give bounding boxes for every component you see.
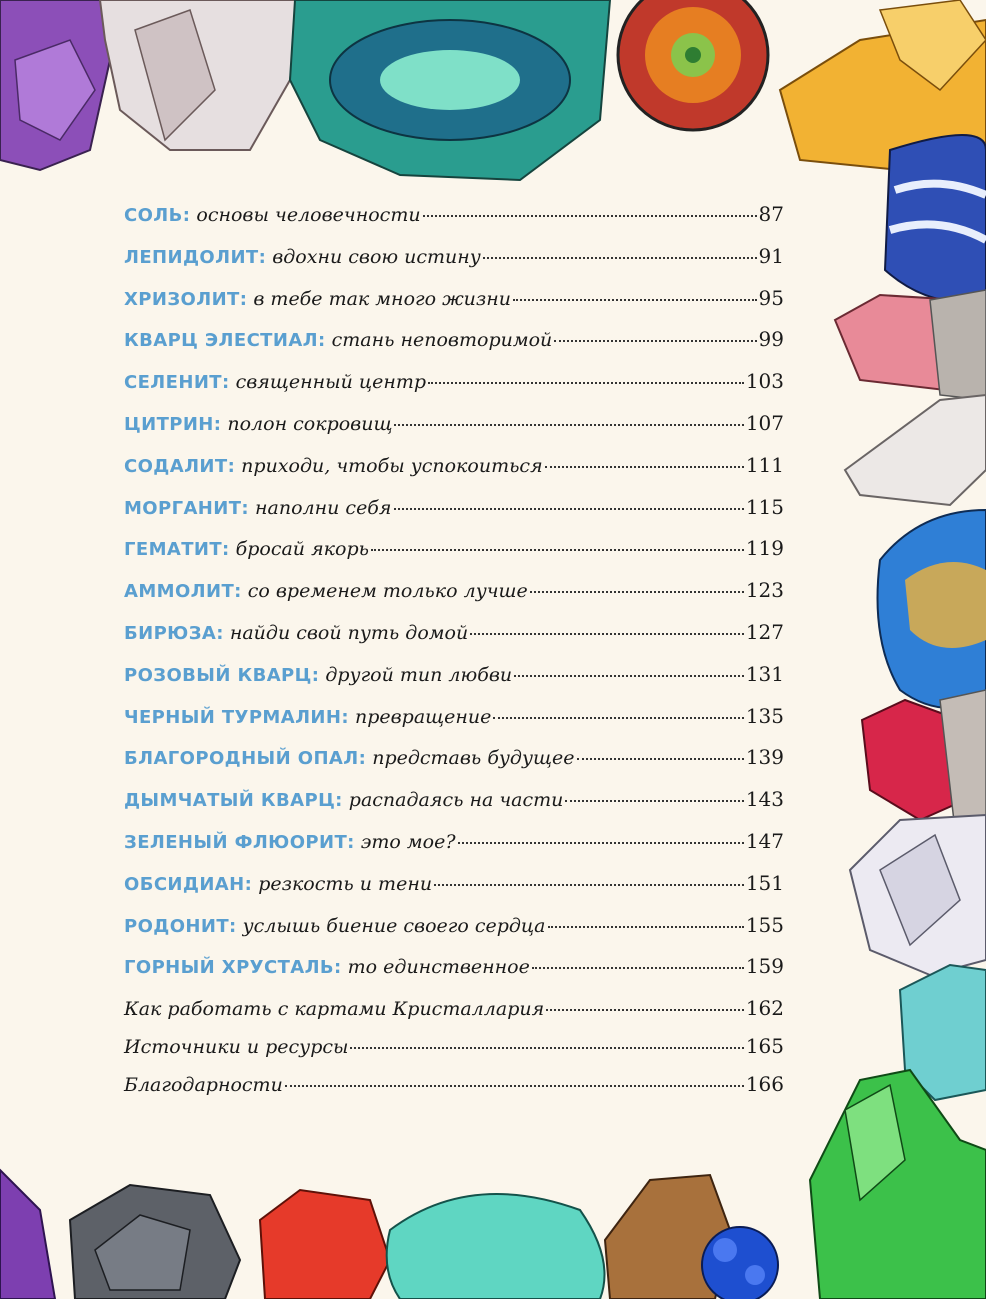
dot-leader [285, 1085, 744, 1087]
toc-entry[interactable] [124, 286, 784, 328]
entry-subtitle: найди свой путь домой [229, 621, 469, 644]
crystal-name: ДЫМЧАТЫЙ КВАРЦ: [124, 790, 343, 812]
page-number: 91 [758, 243, 784, 268]
toc-entry[interactable] [124, 662, 784, 704]
page-number: 95 [758, 285, 784, 310]
toc-entry[interactable] [124, 202, 784, 244]
crystal-name: СЕЛЕНИТ: [124, 372, 230, 394]
toc-entry[interactable] [124, 536, 784, 578]
entry-subtitle: резкость и тени [258, 872, 433, 895]
dot-leader [577, 758, 744, 760]
toc-extra-entry[interactable] [124, 1072, 784, 1110]
toc-entry[interactable] [124, 369, 784, 411]
entry-subtitle: со временем только лучше [247, 580, 528, 603]
toc-entry[interactable] [124, 244, 784, 286]
dot-leader [423, 215, 757, 217]
crystal-name: ЧЕРНЫЙ ТУРМАЛИН: [124, 706, 349, 728]
crystal-name: БЛАГОРОДНЫЙ ОПАЛ: [124, 748, 367, 770]
toc-entry[interactable] [124, 913, 784, 955]
extra-title: Благодарности [124, 1074, 283, 1097]
page-number: 99 [758, 327, 784, 352]
sodalite-crystals-small [702, 1227, 778, 1299]
toc-entry[interactable] [124, 871, 784, 913]
entry-subtitle: основы человечности [196, 204, 421, 226]
crystal-name: ГОРНЫЙ ХРУСТАЛЬ: [124, 957, 342, 979]
dot-leader [458, 842, 744, 844]
page-number: 135 [745, 703, 784, 728]
crystal-name: РОЗОВЫЙ КВАРЦ: [124, 664, 320, 686]
turquoise-stone [387, 1194, 605, 1299]
toc-entry[interactable] [124, 327, 784, 369]
green-fluorite-crystals [810, 1070, 986, 1299]
dot-leader [350, 1047, 743, 1049]
red-jasper-stone [260, 1190, 390, 1299]
page-number: 147 [745, 828, 784, 853]
dot-leader [493, 717, 743, 719]
crystal-name: ЛЕПИДОЛИТ: [124, 246, 267, 268]
table-of-contents [124, 202, 784, 1110]
page-number: 119 [745, 536, 784, 561]
dot-leader [545, 466, 744, 468]
dot-leader [514, 675, 744, 677]
page-number: 111 [745, 452, 784, 477]
dot-leader [434, 884, 744, 886]
dot-leader [554, 340, 756, 342]
page-number: 87 [758, 202, 784, 226]
dot-leader [394, 508, 744, 510]
crystal-name: ХРИЗОЛИТ: [124, 288, 248, 310]
toc-entry[interactable] [124, 829, 784, 871]
entry-subtitle: священный центр [235, 371, 427, 394]
entry-subtitle: полон сокровищ [227, 412, 393, 435]
entry-subtitle: распадаясь на части [348, 789, 564, 812]
toc-extra-entry[interactable] [124, 1034, 784, 1072]
page-number: 155 [745, 912, 784, 937]
page-number: 165 [745, 1034, 784, 1059]
dot-leader [530, 591, 744, 593]
toc-entry[interactable] [124, 704, 784, 746]
page-number: 159 [745, 954, 784, 979]
page-number: 151 [745, 870, 784, 895]
entry-subtitle: стань неповторимой [331, 329, 553, 352]
page-number: 123 [745, 578, 784, 603]
dot-leader [483, 257, 757, 259]
entry-subtitle: услышь биение своего сердца [242, 914, 546, 937]
crystal-name: СОЛЬ: [124, 205, 191, 226]
dot-leader [546, 1009, 744, 1011]
entry-subtitle: наполни себя [255, 496, 392, 519]
page-number: 127 [745, 619, 784, 644]
crystal-name: ЦИТРИН: [124, 413, 222, 435]
toc-entry[interactable] [124, 787, 784, 829]
entry-subtitle: бросай якорь [235, 538, 369, 561]
crystal-name: СОДАЛИТ: [124, 455, 236, 477]
toc-extra-entry[interactable] [124, 996, 784, 1034]
dot-leader [565, 800, 743, 802]
page-number: 131 [745, 661, 784, 686]
page-number: 166 [745, 1072, 784, 1097]
page-number: 103 [745, 369, 784, 394]
crystal-name: ЗЕЛЕНЫЙ ФЛЮОРИТ: [124, 831, 355, 853]
amethyst-crystal [0, 1170, 55, 1299]
dot-leader [428, 382, 744, 384]
toc-entry[interactable] [124, 411, 784, 453]
entry-subtitle: другой тип любви [325, 663, 513, 686]
toc-entry[interactable] [124, 954, 784, 996]
dot-leader [371, 549, 744, 551]
extra-title: Как работать с картами Кристаллария [124, 998, 545, 1021]
sodalite-stone [885, 135, 986, 302]
toc-entry[interactable] [124, 620, 784, 662]
selenite-crystal [845, 395, 986, 505]
dot-leader [532, 967, 744, 969]
crystal-name: БИРЮЗА: [124, 622, 224, 644]
dot-leader [470, 633, 744, 635]
dot-leader [548, 926, 744, 928]
entry-subtitle: представь будущее [372, 747, 575, 770]
page-number: 115 [745, 494, 784, 519]
toc-entry[interactable] [124, 745, 784, 787]
entry-subtitle: то единственное [347, 956, 530, 979]
entry-subtitle: приходи, чтобы успокоиться [241, 454, 543, 477]
crystal-name: РОДОНИТ: [124, 915, 237, 937]
extra-title: Источники и ресурсы [124, 1036, 349, 1059]
crystal-name: ГЕМАТИТ: [124, 539, 230, 561]
crystal-name: КВАРЦ ЭЛЕСТИАЛ: [124, 330, 326, 352]
entry-subtitle: в тебе так много жизни [253, 287, 512, 310]
toc-entry[interactable] [124, 578, 784, 620]
dot-leader [394, 424, 743, 426]
dot-leader [513, 299, 757, 301]
page-number: 139 [745, 745, 784, 770]
entry-subtitle: это мое? [360, 830, 456, 853]
entry-subtitle: превращение [354, 705, 492, 728]
page-number: 143 [745, 787, 784, 812]
crystal-name: МОРГАНИТ: [124, 497, 250, 519]
toc-entry[interactable] [124, 495, 784, 537]
crystal-name: ОБСИДИАН: [124, 873, 253, 895]
toc-entry[interactable] [124, 453, 784, 495]
entry-subtitle: вдохни свою истину [272, 245, 481, 268]
page-number: 162 [745, 996, 784, 1021]
page-number: 107 [745, 410, 784, 435]
crystal-name: АММОЛИТ: [124, 581, 242, 603]
